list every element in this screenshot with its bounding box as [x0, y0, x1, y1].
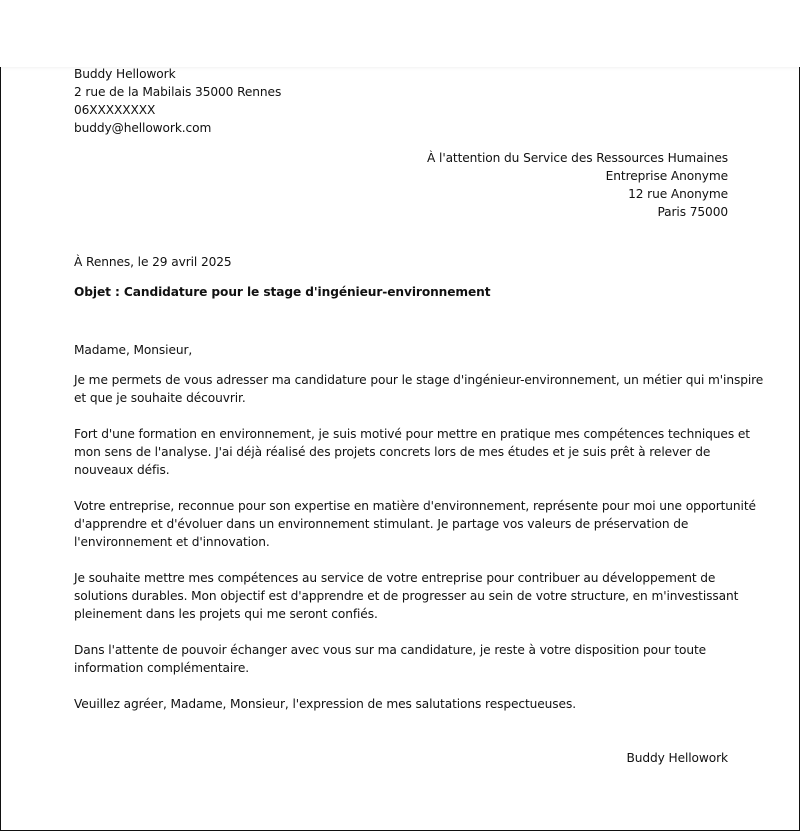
paragraph-line: Je me permets de vous adresser ma candidature pour le stage d'ingénieur-environnement, un métier qui m'inspire	[74, 373, 764, 387]
paragraph-line: Dans l'attente de pouvoir échanger avec vous sur ma candidature, je reste à votre disposition pour toute	[74, 643, 707, 657]
paragraph	[74, 371, 764, 407]
subject-line: Objet : Candidature pour le stage d'ingénieur-environnement	[74, 285, 491, 299]
paragraph-line: solutions durables. Mon objectif est d'apprendre et de progresser au sein de votre structure, en m'investissant	[74, 589, 739, 603]
paragraph-line: mon sens de l'analyse. J'ai déjà réalisé des projets concrets lors de mes études et je suis prêt à relever de	[74, 445, 711, 459]
paragraph-line: Fort d'une formation en environnement, je suis motivé pour mettre en pratique mes compétences techniques et	[74, 427, 750, 441]
paragraph-line: et que je souhaite découvrir.	[74, 391, 246, 405]
paragraph-line: nouveaux défis.	[74, 463, 170, 477]
paragraph	[74, 425, 750, 479]
recipient-city: Paris 75000	[657, 205, 728, 219]
sender-email: buddy@hellowork.com	[74, 121, 212, 135]
closing-formula: Veuillez agréer, Madame, Monsieur, l'expression de mes salutations respectueuses.	[74, 697, 576, 711]
paragraph-line: Je souhaite mettre mes compétences au service de votre entreprise pour contribuer au développement de	[74, 571, 716, 585]
place-date: À Rennes, le 29 avril 2025	[74, 255, 232, 269]
signature: Buddy Hellowork	[626, 751, 728, 765]
sender-block	[74, 65, 281, 137]
paragraph	[74, 497, 756, 551]
sender-address: 2 rue de la Mabilais 35000 Rennes	[74, 85, 282, 99]
sender-name: Buddy Hellowork	[74, 67, 176, 81]
sender-phone: 06XXXXXXXX	[74, 103, 156, 117]
paragraph-line: information complémentaire.	[74, 661, 250, 675]
paragraph-line: Votre entreprise, reconnue pour son expertise en matière d'environnement, représente pour moi une opportunité	[74, 499, 756, 513]
paragraph	[74, 569, 739, 623]
paragraph-line: d'apprendre et d'évoluer dans un environnement stimulant. Je partage vos valeurs de préservation de	[74, 517, 689, 531]
top-blank-area	[0, 0, 800, 67]
recipient-attention: À l'attention du Service des Ressources Humaines	[427, 151, 728, 165]
salutation: Madame, Monsieur,	[74, 343, 193, 357]
recipient-company: Entreprise Anonyme	[605, 169, 728, 183]
paragraph-line: pleinement dans les projets qui me seront confiés.	[74, 607, 378, 621]
recipient-block	[427, 149, 728, 221]
paragraph-line: l'environnement et d'innovation.	[74, 535, 270, 549]
letter-page	[0, 66, 800, 831]
recipient-street: 12 rue Anonyme	[628, 187, 728, 201]
paragraph	[74, 641, 728, 677]
